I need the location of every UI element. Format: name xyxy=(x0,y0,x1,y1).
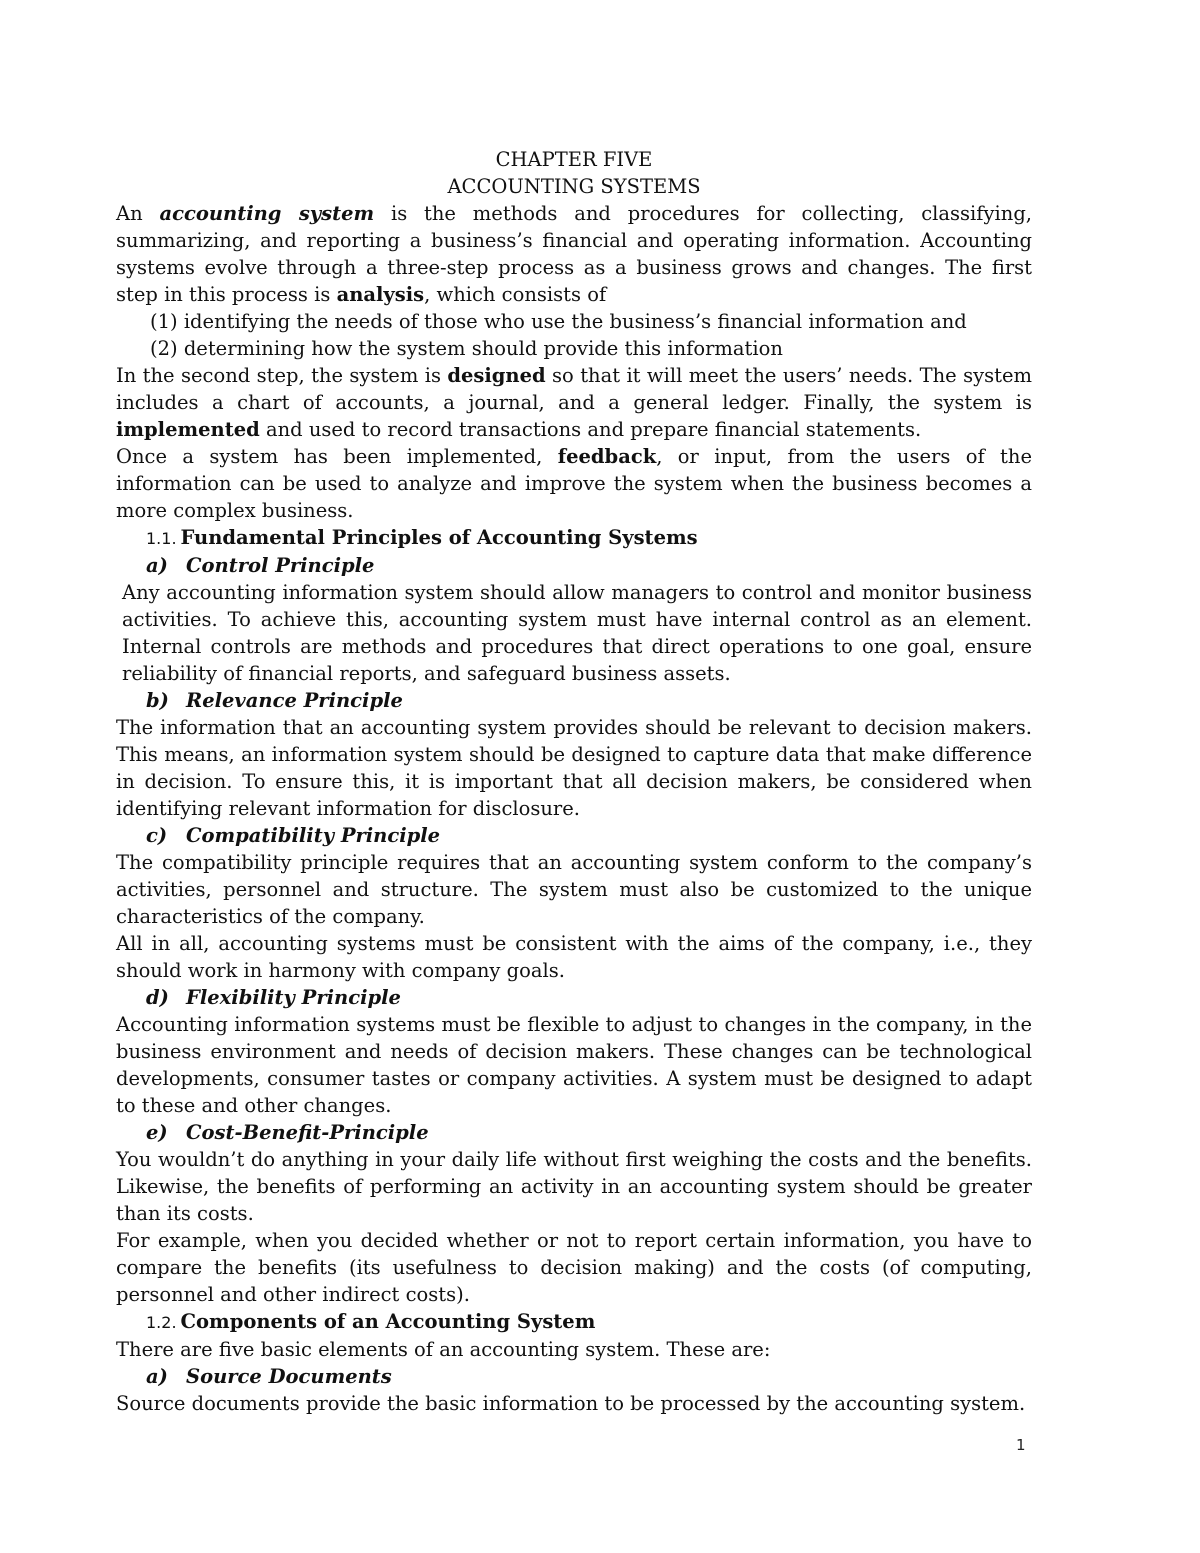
term-implemented: implemented xyxy=(116,418,260,441)
subheading-title: Flexibility Principle xyxy=(186,986,401,1009)
subheading-letter: d) xyxy=(146,986,169,1009)
subheading-control xyxy=(146,552,1032,579)
text-run: is the methods and procedures for collecting, classifying, summarizing, and reporting a business’s financial and operating information. Accounting systems evolve through a three-step process as a business grows and changes. The first step in this process is xyxy=(116,202,1033,306)
term-accounting-system: accounting system xyxy=(159,202,375,225)
chapter-title: ACCOUNTING SYSTEMS xyxy=(447,175,701,198)
compatibility-paragraph-2: All in all, accounting systems must be consistent with the aims of the company, i.e., they should work in harmony with company goals. xyxy=(116,932,1032,982)
text-run: Once a system has been implemented, xyxy=(116,445,558,468)
term-feedback: feedback xyxy=(557,445,657,468)
subheading-title: Control Principle xyxy=(186,554,375,577)
design-paragraph xyxy=(116,362,1032,443)
text-run: , which consists of xyxy=(424,283,607,306)
section-number: 1.2. xyxy=(146,1313,177,1332)
text-run: and used to record transactions and prepare financial statements. xyxy=(259,418,922,441)
flexibility-paragraph: Accounting information systems must be flexible to adjust to changes in the company, in the business environment and needs of decision makers. These changes can be technological developments, consumer tastes or company activities. A system must be designed to adapt to these and other changes. xyxy=(116,1013,1032,1117)
subheading-relevance xyxy=(146,687,1032,714)
term-designed: designed xyxy=(447,364,546,387)
term-analysis: analysis xyxy=(336,283,425,306)
text-run: In the second step, the system is xyxy=(116,364,448,387)
section-heading-components xyxy=(146,1308,1032,1336)
feedback-paragraph xyxy=(116,443,1032,524)
control-paragraph: Any accounting information system should allow managers to control and monitor business activities. To achieve this, accounting system must have internal control as an element. Internal controls are methods and procedures that direct operations to one goal, ensure reliability of financial reports, and safeguard business assets. xyxy=(122,581,1032,685)
page-content xyxy=(116,146,1032,1417)
section-title: Fundamental Principles of Accounting Systems xyxy=(180,526,698,549)
subheading-compatibility xyxy=(146,822,1032,849)
cost-benefit-paragraph-2: For example, when you decided whether or not to report certain information, you have to compare the benefits (its usefulness to decision making) and the costs (of computing, personnel and other indirect costs). xyxy=(116,1229,1032,1306)
subheading-letter: b) xyxy=(146,689,169,712)
text-run: , or input, from the users of the information can be used to analyze and improve the system when the business becomes a more complex business. xyxy=(116,445,1032,522)
text-run: so that it will meet the users’ needs. The system includes a chart of accounts, a journal, and a general ledger. Finally, the system is xyxy=(116,364,1032,414)
subheading-title: Compatibility Principle xyxy=(186,824,441,847)
subheading-flexibility xyxy=(146,984,1032,1011)
section-heading-principles xyxy=(146,524,1032,552)
relevance-paragraph: The information that an accounting system provides should be relevant to decision makers. This means, an information system should be designed to capture data that make difference in decision. To ensure this, it is important that all decision makers, be considered when identifying relevant information for disclosure. xyxy=(116,716,1032,820)
subheading-source-documents xyxy=(146,1363,1032,1390)
intro-paragraph xyxy=(116,200,1032,308)
subheading-title: Relevance Principle xyxy=(186,689,403,712)
subheading-letter: a) xyxy=(146,554,168,577)
compatibility-paragraph: The compatibility principle requires that an accounting system conform to the company’s activities, personnel and structure. The system must also be customized to the unique characteristics of the company. xyxy=(116,851,1032,928)
source-documents-paragraph: Source documents provide the basic information to be processed by the accounting system. xyxy=(116,1392,1026,1415)
subheading-title: Source Documents xyxy=(186,1365,392,1388)
components-intro: There are five basic elements of an accounting system. These are: xyxy=(116,1338,771,1361)
subheading-letter: a) xyxy=(146,1365,168,1388)
subheading-letter: e) xyxy=(146,1121,168,1144)
subheading-cost-benefit xyxy=(146,1119,1032,1146)
chapter-number: CHAPTER FIVE xyxy=(495,148,653,171)
text-run: An xyxy=(116,202,160,225)
subheading-letter: c) xyxy=(146,824,168,847)
page-number: 1 xyxy=(1016,1436,1026,1454)
cost-benefit-paragraph: You wouldn’t do anything in your daily life without first weighing the costs and the benefits. Likewise, the benefits of performing an activity in an accounting system should be greater than its costs. xyxy=(116,1148,1032,1225)
subheading-title: Cost-Benefit-Principle xyxy=(186,1121,429,1144)
section-title: Components of an Accounting System xyxy=(180,1310,596,1333)
section-number: 1.1. xyxy=(146,529,177,548)
list-item: (1) identifying the needs of those who use the business’s financial information and xyxy=(150,310,967,333)
list-item: (2) determining how the system should provide this information xyxy=(150,337,783,360)
